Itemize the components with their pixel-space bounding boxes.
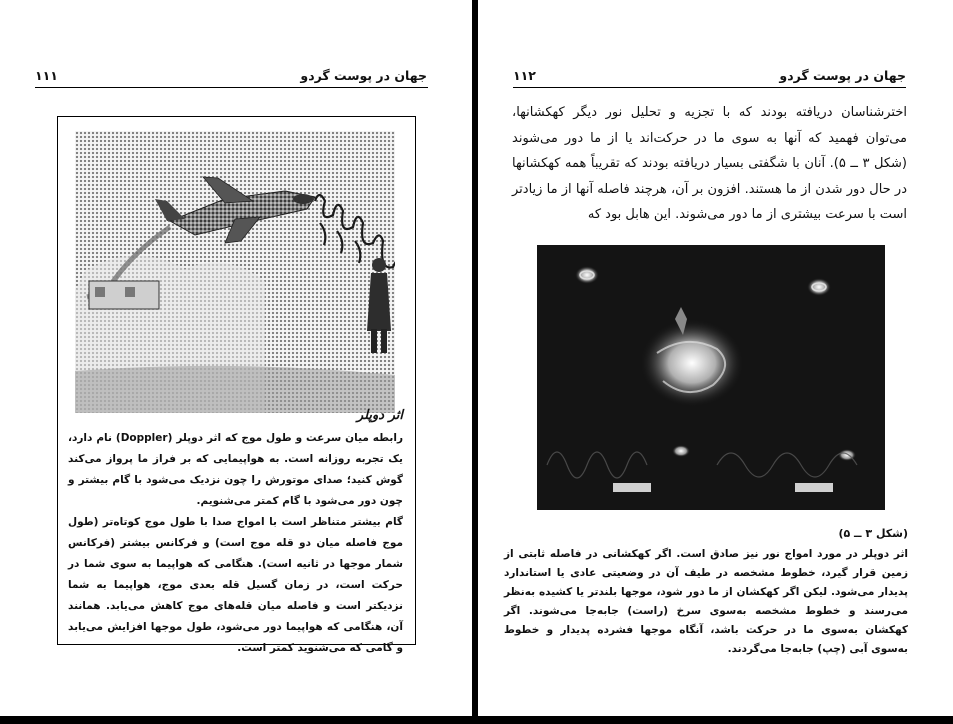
airplane-sound-waves-illustration xyxy=(75,131,395,413)
galaxy-spectra-photo xyxy=(537,245,885,510)
doppler-box-text xyxy=(68,405,403,659)
left-page-header xyxy=(35,68,427,88)
doppler-sidebar-box xyxy=(57,116,416,654)
left-page xyxy=(0,0,472,716)
doppler-box-title: اثر دوپلر xyxy=(356,408,403,423)
figure-caption-text: اثر دوپلر در مورد امواج نور نیز صادق است. اگر کهکشانی در فاصله ثابتی از زمین قرار گیرد، خطوط مشخصه در طیف آن در وضعیتی عادی یا استاندارد پدیدار می‌شود. لیکن اگر کهکشان از ما دور شود، موجها بلندتر یا کشیده به‌نظر می‌رسند و خطوط مشخصه به‌سوی سرخ (راست) جابه‌جا می‌شوند. اگر کهکشان به‌سوی ما در حرکت باشد، آنگاه موجها فشرده پدیدار و خطوط به‌سوی آبی (چپ) جابه‌جا می‌گردند. xyxy=(504,548,908,655)
spectrum-bar-right xyxy=(795,483,833,492)
small-galaxy-icon xyxy=(672,445,690,457)
figure-caption xyxy=(504,525,908,659)
spectrum-bar-left xyxy=(613,483,651,492)
doppler-paragraph-2: گام بیشتر متناظر است با امواج صدا با طول موج کوتاه‌تر (طول موج فاصله میان دو قله موج است) و فرکانس بیشتر (فرکانس شمار موجها در ثانیه است). هنگامی که هواپیما به سوی شما در حرکت است، در زمان گسیل قله بعدی موج، هواپیما به شما نزدیکتر است و فاصله میان قله‌های موج کاهش می‌یابد. همانند آن، هنگامی که هواپیما دور می‌شود، طول موجها افزایش می‌یابد و گامی که می‌شنوید کمتر است. xyxy=(68,516,403,654)
left-page-number: ۱۱۱ xyxy=(35,68,58,83)
right-page-header xyxy=(513,68,906,88)
right-running-title: جهان در پوست گردو xyxy=(779,68,906,83)
doppler-paragraph-1: رابطه میان سرعت و طول موج که اثر دوپلر (Doppler) نام دارد، یک تجربه روزانه است. به هواپیمایی که بر فراز ما پرواز می‌کند گوش کنید؛ صدای موتورش را چون نزدیک می‌شود با گام بیشتر و چون دور می‌شود با گام کمتر می‌شنویم. xyxy=(68,432,403,507)
right-page xyxy=(478,0,953,716)
bottom-edge-bar xyxy=(0,716,953,724)
left-header-rule xyxy=(35,87,428,88)
right-header-rule xyxy=(513,87,906,88)
left-running-title: جهان در پوست گردو xyxy=(300,68,427,83)
small-galaxy-icon xyxy=(807,278,831,296)
small-galaxy-icon xyxy=(575,266,599,284)
right-body-text: اخترشناسان دریافته بودند که با تجزیه و تحلیل نور دیگر کهکشانها، می‌توان فهمید که آنها به سوی ما در حرکت‌اند یا از ما دور می‌شوند (شکل ۳ ــ ۵). آنان با شگفتی بسیار دریافته بودند که تقریباً همه کهکشانها در حال دور شدن از ما هستند. افزون بر آن، هرچند فاصله آنها از ما زیادتر است با سرعت بیشتری از ما دور می‌شوند. این هابل بود که xyxy=(512,105,907,222)
right-page-number: ۱۱۲ xyxy=(513,68,536,83)
figure-label: (شکل ۳ ــ ۵) xyxy=(838,527,908,540)
